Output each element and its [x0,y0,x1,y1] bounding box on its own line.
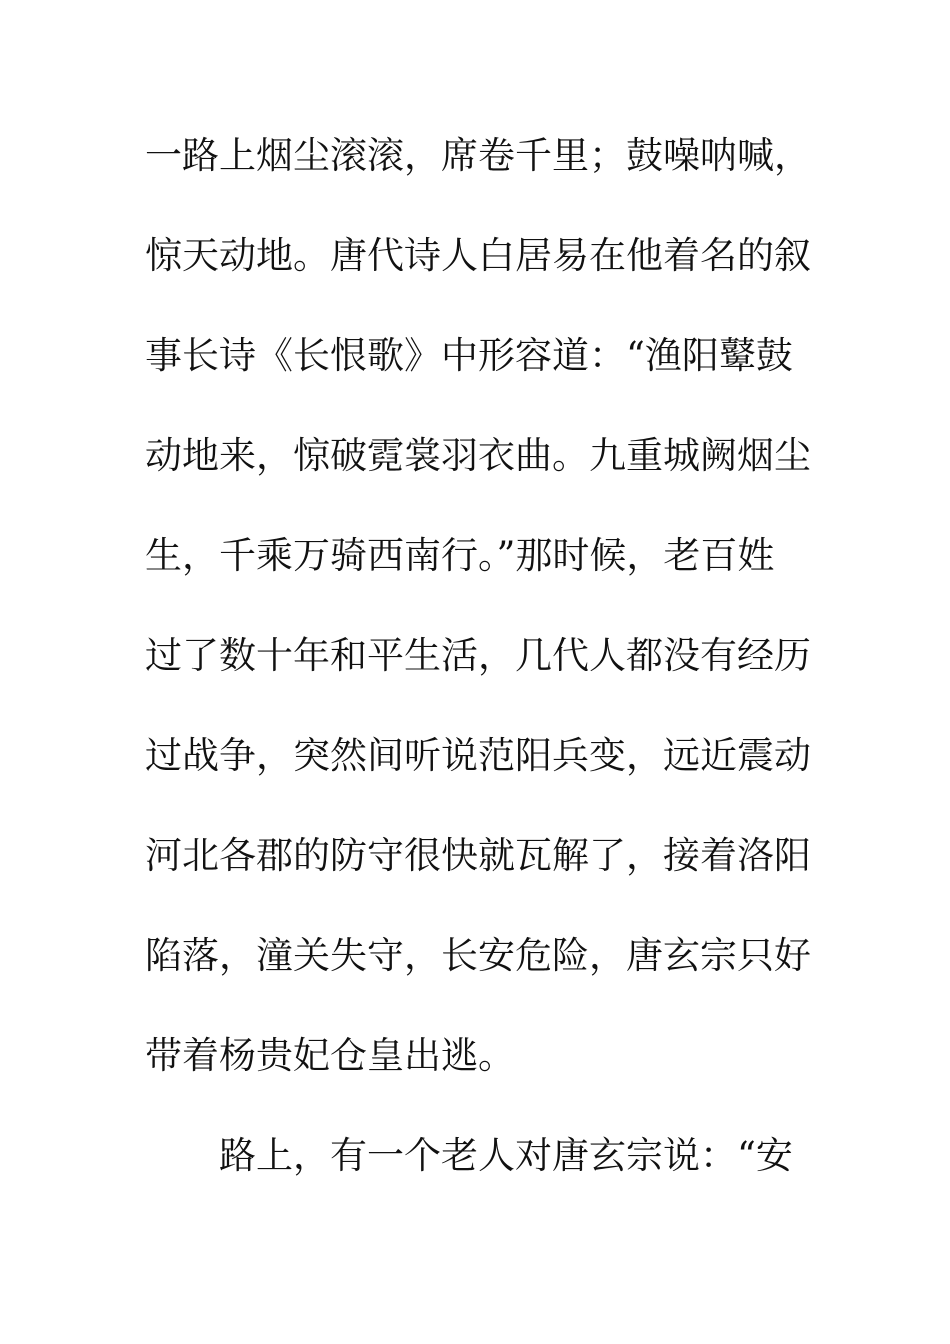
text-line-5: 生，千乘万骑西南行。”那时候，老百姓 [145,534,775,577]
text-line-11: 路上，有一个老人对唐玄宗说：“安 [219,1134,793,1177]
text-line-7: 过战争，突然间听说范阳兵变，远近震动 [145,734,811,777]
text-line-10: 带着杨贵妃仓皇出逃。 [145,1034,515,1077]
text-line-4: 动地来，惊破霓裳羽衣曲。九重城阙烟尘 [145,434,811,477]
text-line-3: 事长诗《长恨歌》中形容道：“渔阳鼙鼓 [145,334,793,377]
text-line-2: 惊天动地。唐代诗人白居易在他着名的叙 [145,234,811,277]
text-line-1: 一路上烟尘滚滚，席卷千里；鼓噪呐喊， [145,134,811,177]
text-line-8: 河北各郡的防守很快就瓦解了，接着洛阳 [145,834,811,877]
body-text [145,122,810,1222]
text-line-6: 过了数十年和平生活，几代人都没有经历 [145,634,811,677]
text-line-9: 陷落，潼关失守，长安危险，唐玄宗只好 [145,934,811,977]
